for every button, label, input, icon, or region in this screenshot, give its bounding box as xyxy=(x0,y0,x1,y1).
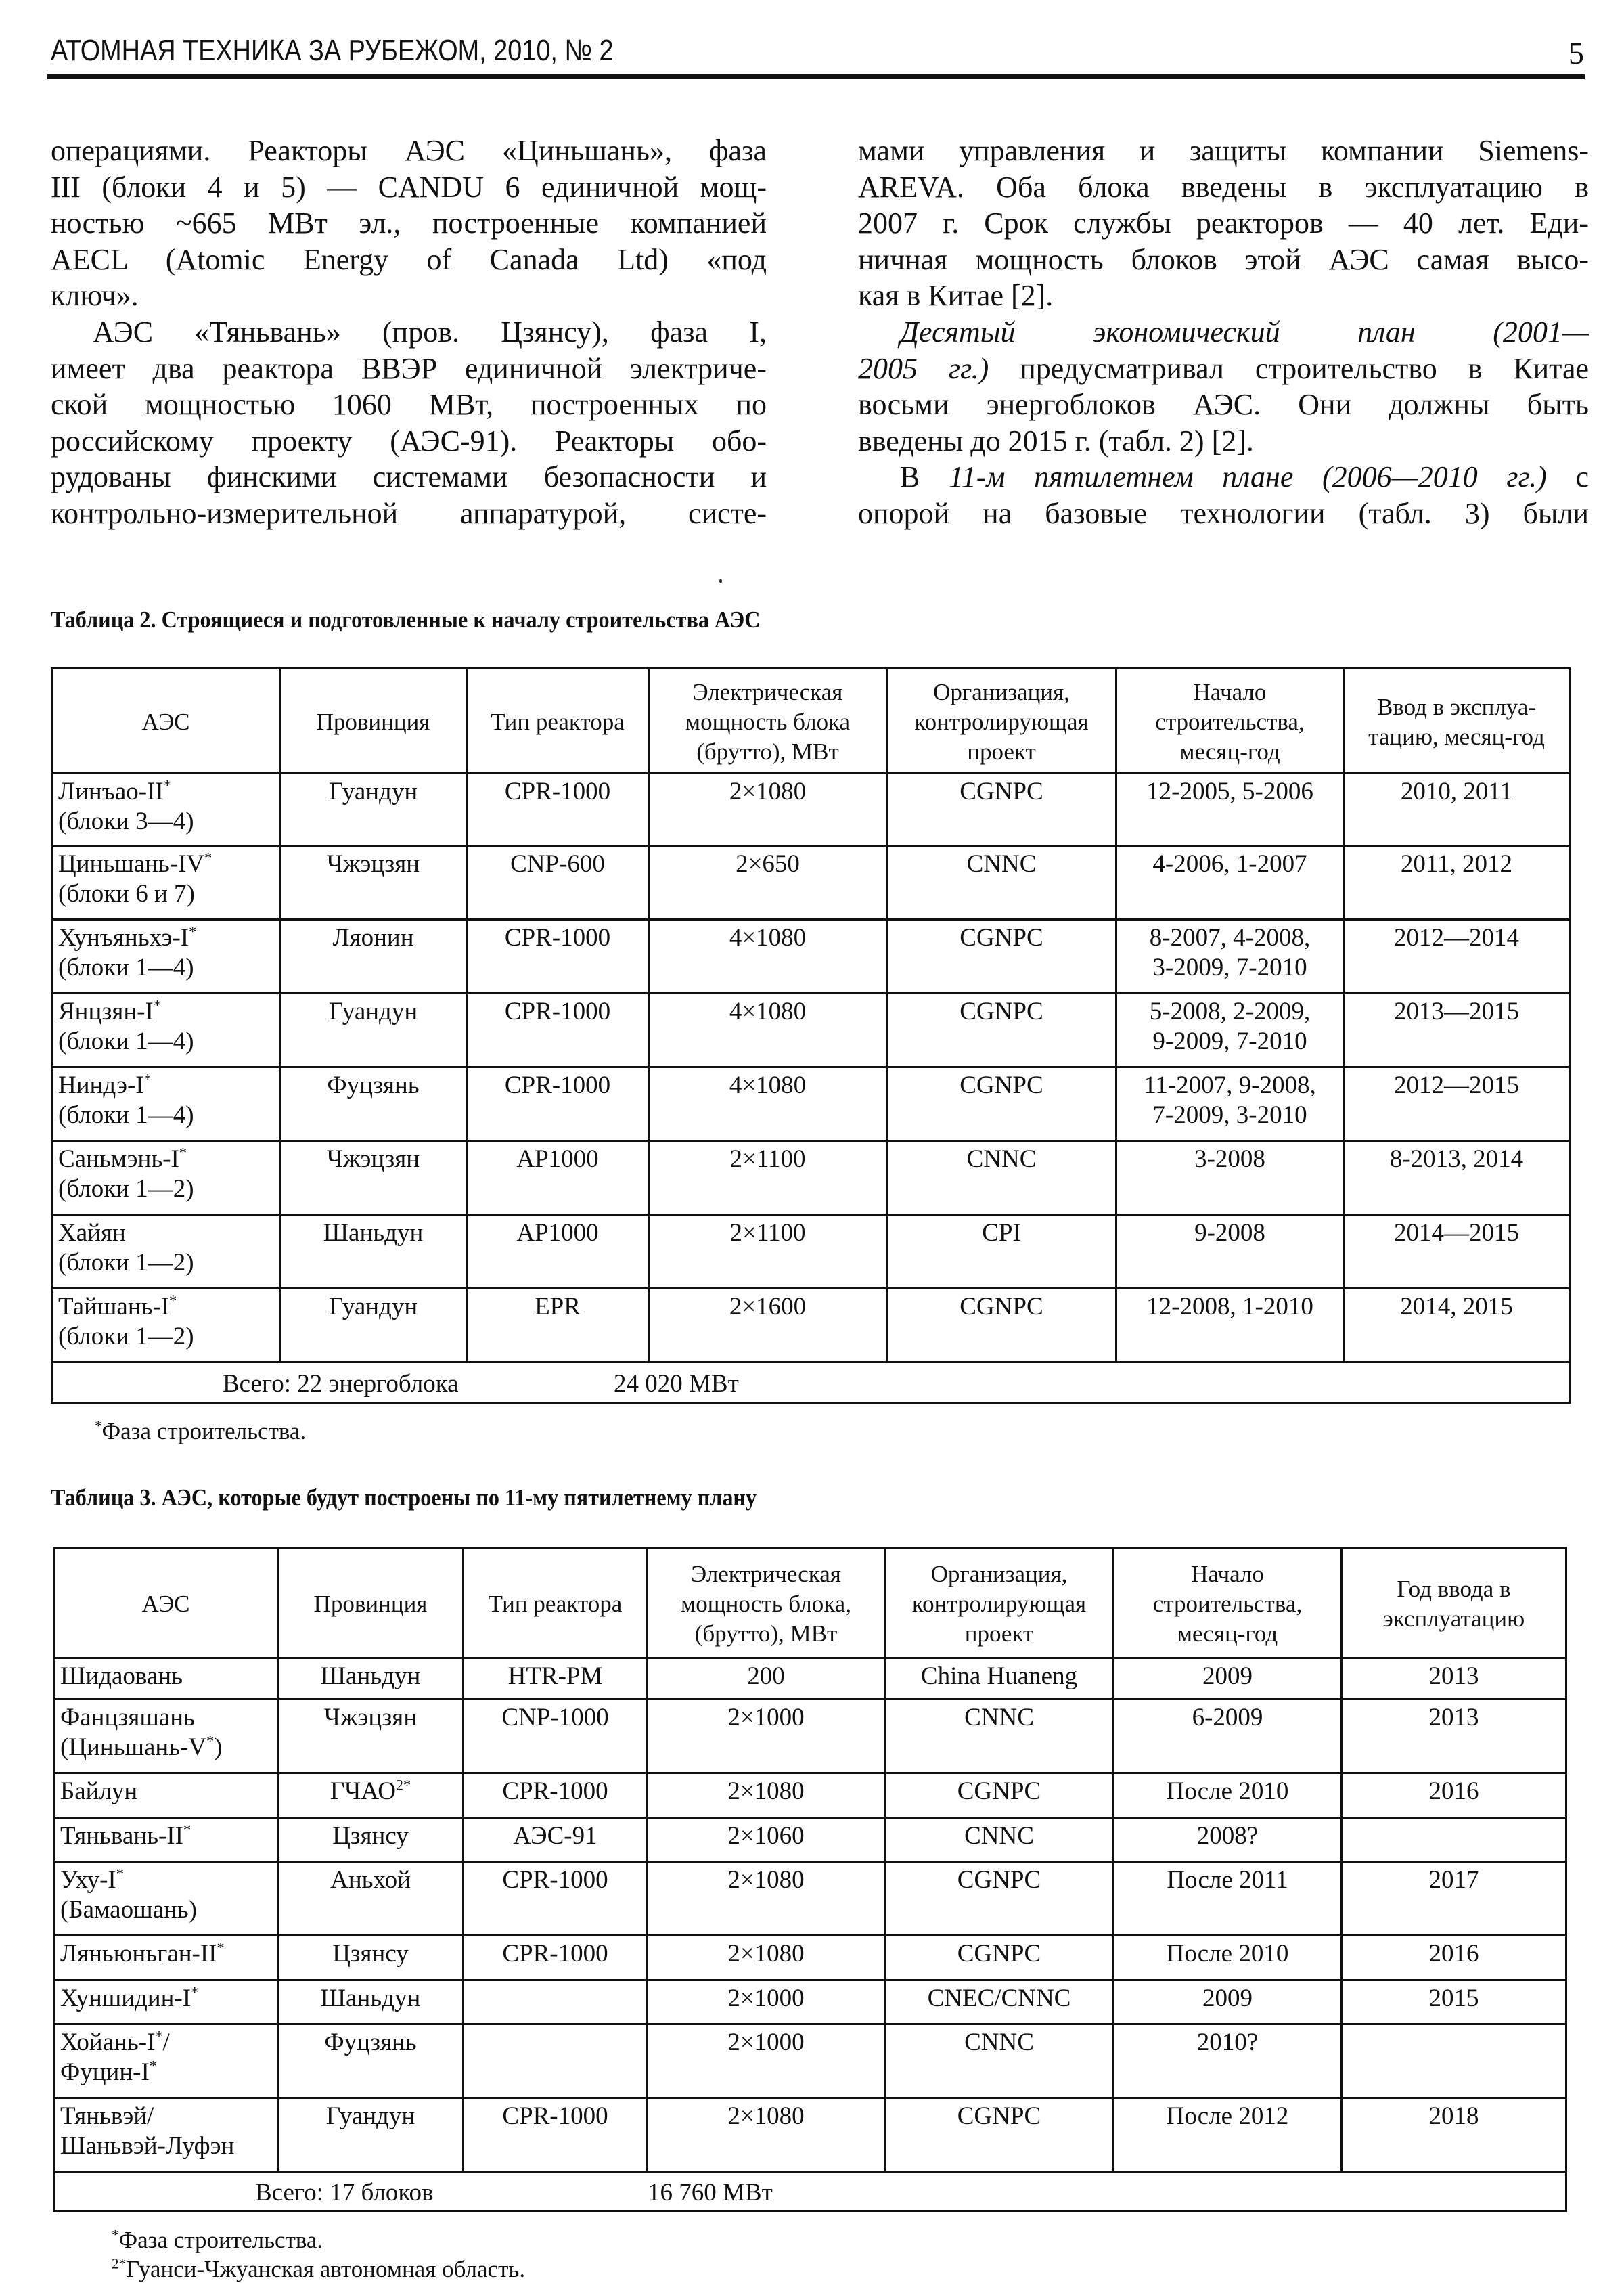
total-units: Всего: 17 блоков xyxy=(255,2178,434,2207)
reactor-type-cell: АЭС-91 xyxy=(464,1818,648,1862)
table3-row xyxy=(54,1936,1566,1980)
construction-start-cell xyxy=(1116,774,1344,846)
table2-row xyxy=(52,1067,1570,1141)
npp-alt-name: Шаньвэй-Луфэн xyxy=(60,2132,235,2160)
table2-total-cell xyxy=(52,1362,1570,1403)
text-line xyxy=(858,351,1589,387)
npp-name: Ниндэ-I xyxy=(58,1071,144,1099)
construction-start-cell: После 2010 xyxy=(1114,1936,1342,1980)
province: Аньхой xyxy=(330,1866,411,1894)
text-line xyxy=(858,459,1589,495)
start-line-1: 12-2005, 5-2006 xyxy=(1146,778,1313,805)
org-cell: CPI xyxy=(887,1215,1116,1289)
table2-header-cell: Начало строительства, месяц-год xyxy=(1116,669,1344,774)
construction-start-cell: 2009 xyxy=(1114,1658,1342,1700)
table3-header-cell: Электрическая мощность блока, (брутто), МВт xyxy=(648,1548,885,1658)
table2-caption: Таблица 2. Строящиеся и подготовленные к началу строительства АЭС xyxy=(51,606,761,633)
reactor-type-cell: EPR xyxy=(467,1289,649,1362)
province-cell: Шаньдун xyxy=(280,1215,467,1289)
npp-name: Хойань-I xyxy=(60,2029,156,2056)
reactor-type-cell: AP1000 xyxy=(467,1215,649,1289)
npp-name: Ляньюньган-II xyxy=(60,1940,217,1968)
npp-units: (блоки 1—4) xyxy=(58,1101,194,1129)
npp-name: Уху-I xyxy=(60,1866,116,1894)
start-line-1: 4-2006, 1-2007 xyxy=(1152,850,1307,878)
power-cell: 2×1080 xyxy=(649,774,887,846)
power-cell: 2×1080 xyxy=(648,1936,885,1980)
npp-name: Саньмэнь-I xyxy=(58,1145,179,1173)
construction-start-cell: После 2012 xyxy=(1114,2098,1342,2172)
construction-start-cell xyxy=(1116,846,1344,920)
npp-units: (блоки 1—4) xyxy=(58,954,194,981)
province-cell: Ляонин xyxy=(280,920,467,994)
npp-name-cell xyxy=(52,1289,280,1362)
npp-name-cell xyxy=(54,2098,278,2172)
table3-caption: Таблица 3. АЭС, которые будут построены по 11-му пятилетнему плану xyxy=(51,1484,757,1511)
table3-row xyxy=(54,1818,1566,1862)
npp-name: Шидаовань xyxy=(60,1662,183,1690)
start-line-1: 5-2008, 2-2009, xyxy=(1149,998,1311,1025)
footnote-text: Фаза строительства. xyxy=(118,2227,323,2253)
power-cell: 2×1600 xyxy=(649,1289,887,1362)
table3-header-cell: Год ввода в эксплуатацию xyxy=(1342,1548,1566,1658)
phase-star: * xyxy=(116,1865,124,1882)
phase-star: * xyxy=(217,1938,225,1956)
commission-cell: 2012—2015 xyxy=(1344,1067,1570,1141)
text-line: мами управления и защиты компании Siemens- xyxy=(858,134,1589,167)
text-line: опорой на базовые технологии (табл. 3) были xyxy=(858,496,1589,530)
power-cell: 4×1080 xyxy=(649,920,887,994)
power-cell: 2×650 xyxy=(649,846,887,920)
table3-header-cell: Тип реактора xyxy=(464,1548,648,1658)
italic-phrase: 2005 гг.) xyxy=(858,351,989,385)
table2-row xyxy=(52,1215,1570,1289)
phase-star: * xyxy=(183,1821,191,1838)
commission-cell: 8-2013, 2014 xyxy=(1344,1141,1570,1215)
commission-cell: 2018 xyxy=(1342,2098,1566,2172)
footnote-mark: 2* xyxy=(112,2255,126,2272)
npp-name-cell xyxy=(52,1215,280,1289)
npp-name: Хунъяньхэ-I xyxy=(58,924,189,952)
table2-footnote xyxy=(95,1418,306,1445)
footnote-mark: * xyxy=(95,1417,102,1434)
body-column-left xyxy=(51,133,767,532)
commission-cell: 2014—2015 xyxy=(1344,1215,1570,1289)
npp-units: (блоки 1—2) xyxy=(58,1175,194,1203)
table3-header-cell: АЭС xyxy=(54,1548,278,1658)
province: Шаньдун xyxy=(320,1662,421,1690)
org-cell: CGNPC xyxy=(887,1289,1116,1362)
table3-header-cell: Организация, контролирующая проект xyxy=(885,1548,1114,1658)
table2-header-row xyxy=(52,669,1570,774)
org-cell: CGNPC xyxy=(887,994,1116,1067)
text-line: ностью ~665 МВт эл., построенные компанией xyxy=(51,206,767,240)
commission-cell: 2010, 2011 xyxy=(1344,774,1570,846)
table2-header-cell: Организация, контролирующая проект xyxy=(887,669,1116,774)
start-line-2: 7-2009, 3-2010 xyxy=(1152,1101,1307,1129)
reactor-type-cell xyxy=(464,2024,648,2098)
running-head-journal: АТОМНАЯ ТЕХНИКА ЗА РУБЕЖОМ, 2010, № 2 xyxy=(51,34,614,67)
reactor-type-cell: AP1000 xyxy=(467,1141,649,1215)
org-cell: China Huaneng xyxy=(885,1658,1114,1700)
phase-star: * xyxy=(204,849,212,866)
province-cell: Гуандун xyxy=(280,774,467,846)
npp-alt-name: Фуцин-I xyxy=(60,2058,150,2086)
construction-start-cell: После 2011 xyxy=(1114,1862,1342,1936)
org-cell: CGNPC xyxy=(887,1067,1116,1141)
province-cell xyxy=(278,2098,464,2172)
commission-cell: 2013 xyxy=(1342,1700,1566,1773)
power-cell: 2×1000 xyxy=(648,1980,885,2024)
text-line-italic: Десятый экономический план (2001— xyxy=(900,315,1589,349)
org-cell: CNEC/CNNC xyxy=(885,1980,1114,2024)
total-power: 16 760 МВт xyxy=(648,2178,773,2207)
org-cell: CNNC xyxy=(885,1700,1114,1773)
org-cell: CGNPC xyxy=(885,1773,1114,1818)
commission-cell: 2017 xyxy=(1342,1862,1566,1936)
npp-name-cell xyxy=(54,1980,278,2024)
npp-name-cell xyxy=(52,846,280,920)
province: ГЧАО xyxy=(330,1777,396,1805)
power-cell: 2×1080 xyxy=(648,1773,885,1818)
start-line-1: 12-2008, 1-2010 xyxy=(1146,1293,1313,1321)
start-line-1: 8-2007, 4-2008, xyxy=(1149,924,1311,952)
text-line: российскому проекту (АЭС-91). Реакторы обо- xyxy=(51,424,767,458)
reactor-type-cell: CPR-1000 xyxy=(464,1936,648,1980)
commission-cell: 2016 xyxy=(1342,1773,1566,1818)
table3-row xyxy=(54,1862,1566,1936)
province-cell xyxy=(278,1818,464,1862)
npp-name-cell xyxy=(52,1067,280,1141)
construction-start-cell xyxy=(1116,1141,1344,1215)
reactor-type-cell: CPR-1000 xyxy=(467,774,649,846)
table2-header-cell: Ввод в эксплуа-тацию, месяц-год xyxy=(1344,669,1570,774)
text-line: 2007 г. Срок службы реакторов — 40 лет. Еди- xyxy=(858,206,1589,240)
construction-start-cell xyxy=(1116,1215,1344,1289)
npp-name: Хуншидин-I xyxy=(60,1985,191,2012)
total-power: 24 020 МВт xyxy=(614,1369,739,1398)
power-cell: 4×1080 xyxy=(649,1067,887,1141)
province-cell xyxy=(278,1936,464,1980)
text-line: АЭС «Тяньвань» (пров. Цзянсу), фаза I, xyxy=(93,315,767,349)
text-line: кая в Китае [2]. xyxy=(858,279,1054,313)
table2-header-cell: Провинция xyxy=(280,669,467,774)
reactor-type-cell xyxy=(464,1980,648,2024)
org-cell: CNNC xyxy=(887,1141,1116,1215)
reactor-type-cell: CPR-1000 xyxy=(464,1862,648,1936)
footnote-mark: * xyxy=(112,2226,119,2243)
table2 xyxy=(51,667,1571,1404)
reactor-type-cell: CPR-1000 xyxy=(464,1773,648,1818)
npp-name-cell xyxy=(54,1862,278,1936)
npp-name-cell xyxy=(52,920,280,994)
text-fragment: В xyxy=(900,460,949,494)
province-cell xyxy=(278,1700,464,1773)
province-cell: Фуцзянь xyxy=(280,1067,467,1141)
reactor-type-cell: HTR-PM xyxy=(464,1658,648,1700)
table3-row xyxy=(54,2098,1566,2172)
table2-row xyxy=(52,1141,1570,1215)
npp-name: Хайян xyxy=(58,1219,126,1247)
commission-cell: 2014, 2015 xyxy=(1344,1289,1570,1362)
reactor-type-cell: CNP-600 xyxy=(467,846,649,920)
province-cell: Гуандун xyxy=(280,1289,467,1362)
power-cell: 2×1080 xyxy=(648,2098,885,2172)
org-cell: CNNC xyxy=(887,846,1116,920)
npp-name: Байлун xyxy=(60,1777,138,1805)
footnote-text: Фаза строительства. xyxy=(102,1418,307,1444)
org-cell: CGNPC xyxy=(887,774,1116,846)
power-cell: 2×1000 xyxy=(648,1700,885,1773)
province: Цзянсу xyxy=(332,1822,409,1850)
org-cell: CNNC xyxy=(885,1818,1114,1862)
text-line: ской мощностью 1060 МВт, построенных по xyxy=(51,388,767,422)
commission-cell xyxy=(1342,2024,1566,2098)
npp-name-cell xyxy=(52,1141,280,1215)
npp-name-cell xyxy=(54,1700,278,1773)
npp-name-cell xyxy=(52,994,280,1067)
text-fragment: предусматривал строительство в Китае xyxy=(989,351,1589,385)
table2-header-cell: Электрическая мощность блока (брутто), МВт xyxy=(649,669,887,774)
phase-star: * xyxy=(191,1983,199,2001)
commission-cell: 2016 xyxy=(1342,1936,1566,1980)
table3-row xyxy=(54,2024,1566,2098)
org-cell: CGNPC xyxy=(887,920,1116,994)
page-number: 5 xyxy=(1569,36,1584,70)
start-line-1: 9-2008 xyxy=(1194,1219,1265,1247)
power-cell: 2×1100 xyxy=(649,1141,887,1215)
province: Шаньдун xyxy=(320,1985,421,2012)
text-line: III (блоки 4 и 5) — CANDU 6 единичной мощ- xyxy=(51,170,767,204)
table3-row xyxy=(54,1700,1566,1773)
province-cell: Чжэцзян xyxy=(280,846,467,920)
table2-header-cell: АЭС xyxy=(52,669,280,774)
commission-cell: 2011, 2012 xyxy=(1344,846,1570,920)
power-cell: 200 xyxy=(648,1658,885,1700)
province-cell: Чжэцзян xyxy=(280,1141,467,1215)
power-cell: 2×1100 xyxy=(649,1215,887,1289)
commission-cell: 2013—2015 xyxy=(1344,994,1570,1067)
npp-name-cell xyxy=(54,1658,278,1700)
table3-footnote-2 xyxy=(112,2256,525,2283)
table2-header-cell: Тип реактора xyxy=(467,669,649,774)
table2-row xyxy=(52,774,1570,846)
npp-name: Тайшань-I xyxy=(58,1293,170,1321)
table3-row xyxy=(54,1773,1566,1818)
construction-start-cell: 2010? xyxy=(1114,2024,1342,2098)
province-cell xyxy=(278,1980,464,2024)
text-line: восьми энергоблоков АЭС. Они должны быть xyxy=(858,388,1589,422)
province: Фуцзянь xyxy=(324,2029,417,2056)
power-cell: 2×1000 xyxy=(648,2024,885,2098)
npp-name: Тяньвэй/ xyxy=(60,2102,154,2130)
construction-start-cell: 2008? xyxy=(1114,1818,1342,1862)
power-cell: 2×1060 xyxy=(648,1818,885,1862)
org-cell: CGNPC xyxy=(885,1936,1114,1980)
npp-name: Фанцзяшань xyxy=(60,1704,195,1731)
reactor-type-cell: CPR-1000 xyxy=(464,2098,648,2172)
table3-total-cell xyxy=(54,2172,1566,2211)
construction-start-cell xyxy=(1116,1067,1344,1141)
body-column-right xyxy=(858,133,1589,532)
table3-footnote-1 xyxy=(112,2227,323,2254)
npp-name: Янцзян-I xyxy=(58,998,154,1025)
table3-total-row xyxy=(54,2172,1566,2211)
npp-name-cell xyxy=(54,1936,278,1980)
footnote-text: Гуанси-Чжуанская автономная область. xyxy=(126,2256,526,2282)
total-units: Всего: 22 энергоблока xyxy=(223,1369,459,1398)
italic-phrase: 11-м пятилетнем плане (2006—2010 гг.) xyxy=(948,460,1547,494)
text-line: контрольно-измерительной аппаратурой, систе- xyxy=(51,496,767,530)
commission-cell: 2013 xyxy=(1342,1658,1566,1700)
start-line-2: 3-2009, 7-2010 xyxy=(1152,954,1307,981)
text-line: операциями. Реакторы АЭС «Циньшань», фаза xyxy=(51,134,767,167)
phase-star: * xyxy=(169,1291,177,1309)
province-cell: Гуандун xyxy=(280,994,467,1067)
construction-start-cell: 2009 xyxy=(1114,1980,1342,2024)
phase-star: * xyxy=(153,996,161,1014)
table2-row xyxy=(52,994,1570,1067)
name-tail: / xyxy=(162,2029,170,2056)
commission-cell: 2012—2014 xyxy=(1344,920,1570,994)
table3-header-cell: Провинция xyxy=(278,1548,464,1658)
npp-name-cell xyxy=(54,2024,278,2098)
table2-total-row xyxy=(52,1362,1570,1403)
text-line: AREVA. Оба блока введены в эксплуатацию в xyxy=(858,170,1589,204)
table2-row xyxy=(52,1289,1570,1362)
reactor-type-cell: CNP-1000 xyxy=(464,1700,648,1773)
province-cell xyxy=(278,1773,464,1818)
npp-units: (блоки 1—4) xyxy=(58,1027,194,1055)
npp-name: Линъао-II xyxy=(58,778,164,805)
province-footnote-mark: 2* xyxy=(395,1776,411,1794)
table3-row xyxy=(54,1980,1566,2024)
start-line-2: 9-2009, 7-2010 xyxy=(1152,1027,1307,1055)
header-rule xyxy=(47,74,1585,79)
text-line: ключ». xyxy=(51,279,139,313)
paren-close: ) xyxy=(214,1733,223,1761)
construction-start-cell xyxy=(1116,1289,1344,1362)
start-line-1: 3-2008 xyxy=(1194,1145,1265,1173)
table3-row xyxy=(54,1658,1566,1700)
province-cell xyxy=(278,2024,464,2098)
text-line: имеет два реактора ВВЭР единичной электриче- xyxy=(51,351,767,385)
npp-name-cell xyxy=(54,1773,278,1818)
npp-units: (блоки 3—4) xyxy=(58,807,194,835)
table3-header-cell: Начало строительства, месяц-год xyxy=(1114,1548,1342,1658)
npp-units: (блоки 1—2) xyxy=(58,1249,194,1277)
reactor-type-cell: CPR-1000 xyxy=(467,920,649,994)
org-cell: CNNC xyxy=(885,2024,1114,2098)
construction-start-cell: После 2010 xyxy=(1114,1773,1342,1818)
commission-cell: 2015 xyxy=(1342,1980,1566,2024)
phase-star: * xyxy=(206,1732,215,1750)
province-cell xyxy=(278,1862,464,1936)
npp-units: (блоки 1—2) xyxy=(58,1323,194,1350)
power-cell: 4×1080 xyxy=(649,994,887,1067)
org-cell: CGNPC xyxy=(885,2098,1114,2172)
phase-star: * xyxy=(143,1070,152,1088)
power-cell: 2×1080 xyxy=(648,1862,885,1936)
scan-speck xyxy=(719,579,722,583)
phase-star: * xyxy=(163,776,171,794)
province-cell xyxy=(278,1658,464,1700)
table2-row xyxy=(52,846,1570,920)
npp-name-cell xyxy=(54,1818,278,1862)
phase-star: * xyxy=(179,1144,187,1161)
npp-name: Тяньвань-II xyxy=(60,1822,183,1850)
phase-star: * xyxy=(189,923,197,940)
start-line-1: 11-2007, 9-2008, xyxy=(1144,1071,1316,1099)
table3 xyxy=(53,1547,1567,2212)
text-fragment: с xyxy=(1546,460,1589,494)
text-line: AECL (Atomic Energy of Canada Ltd) «под xyxy=(51,242,767,276)
reactor-type-cell: CPR-1000 xyxy=(467,994,649,1067)
table2-row xyxy=(52,920,1570,994)
province: Гуандун xyxy=(325,2102,415,2130)
text-line: ничная мощность блоков этой АЭС самая высо- xyxy=(858,242,1589,276)
reactor-type-cell: CPR-1000 xyxy=(467,1067,649,1141)
npp-alt-name: (Бамаошань) xyxy=(60,1896,197,1924)
text-line: рудованы финскими системами безопасности и xyxy=(51,460,767,494)
phase-star: * xyxy=(155,2027,163,2045)
province: Чжэцзян xyxy=(323,1704,418,1731)
construction-start-cell xyxy=(1116,994,1344,1067)
table3-header-row xyxy=(54,1548,1566,1658)
commission-cell xyxy=(1342,1818,1566,1862)
construction-start-cell xyxy=(1116,920,1344,994)
npp-name-cell xyxy=(52,774,280,846)
construction-start-cell: 6-2009 xyxy=(1114,1700,1342,1773)
phase-star: * xyxy=(149,2057,157,2075)
npp-name: Циньшань-IV xyxy=(58,850,205,878)
text-line: введены до 2015 г. (табл. 2) [2]. xyxy=(858,424,1254,458)
npp-alt-name: (Циньшань-V xyxy=(60,1733,207,1761)
npp-units: (блоки 6 и 7) xyxy=(58,880,195,908)
province: Цзянсу xyxy=(332,1940,409,1968)
org-cell: CGNPC xyxy=(885,1862,1114,1936)
